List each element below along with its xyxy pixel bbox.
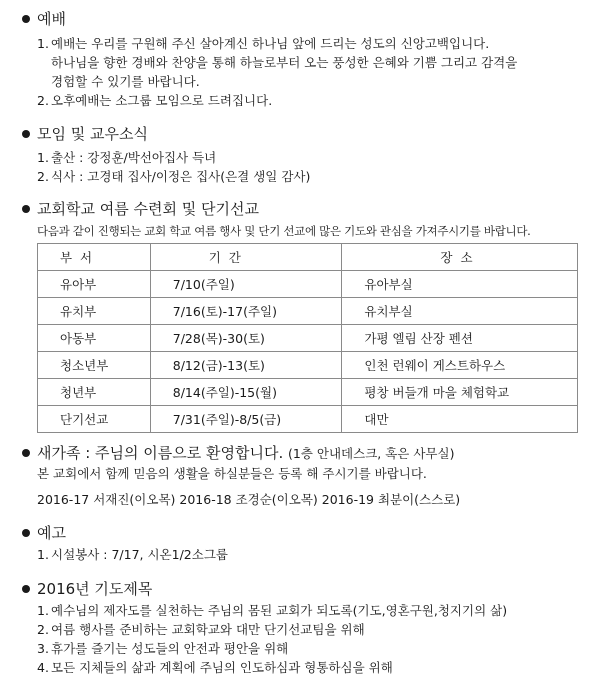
worship-heading-row [0, 8, 600, 30]
item-number: 1. [37, 603, 49, 618]
list-item [0, 545, 600, 564]
item-text: 예수님의 제자도를 실천하는 주님의 몸된 교회가 되도록(기도,영혼구원,청지기의 삶) [51, 603, 508, 618]
list-item-continued [0, 53, 600, 72]
item-number: 2. [37, 622, 49, 637]
list-item [0, 658, 600, 677]
cell-department: 청년부 [38, 379, 151, 406]
table-row [38, 271, 578, 298]
item-text: 휴가를 즐기는 성도들의 안전과 평안을 위해 [51, 641, 289, 656]
newcomers-section [0, 442, 600, 509]
column-header-department: 부 서 [38, 244, 151, 271]
list-item [0, 639, 600, 658]
newcomers-list [0, 490, 600, 509]
item-number: 2. [37, 93, 49, 108]
fellowship-section [0, 123, 600, 186]
item-text: 경험할 수 있기를 바랍니다. [51, 74, 200, 89]
item-text: 모든 지체들의 삶과 계획에 주님의 인도하심과 형통하심을 위해 [51, 660, 393, 675]
cell-period: 7/28(목)-30(토) [150, 325, 342, 352]
fellowship-heading: 모임 및 교우소식 [37, 125, 148, 143]
cell-period: 8/14(주일)-15(월) [150, 379, 342, 406]
cell-department: 아동부 [38, 325, 151, 352]
prayer-section [0, 578, 600, 677]
cell-location: 인천 런웨이 게스트하우스 [342, 352, 578, 379]
list-item-continued [0, 72, 600, 91]
cell-location: 평창 버들개 마을 체험학교 [342, 379, 578, 406]
cell-location: 가평 엘림 산장 펜션 [342, 325, 578, 352]
cell-department: 청소년부 [38, 352, 151, 379]
fellowship-heading-row [0, 123, 600, 145]
bullet-icon [22, 449, 30, 457]
item-text: 시설봉사 : 7/17, 시온1/2소그룹 [51, 547, 228, 562]
cell-period: 7/10(주일) [150, 271, 342, 298]
cell-department: 유치부 [38, 298, 151, 325]
list-item [0, 167, 600, 186]
cell-period: 7/31(주일)-8/5(금) [150, 406, 342, 433]
bullet-icon [22, 15, 30, 23]
newcomers-line [0, 464, 600, 483]
item-text: 출산 : 강정훈/박선아집사 득녀 [51, 150, 217, 165]
worship-section [0, 8, 600, 110]
notice-heading: 예고 [37, 524, 66, 542]
item-number: 1. [37, 36, 49, 51]
newcomers-heading-main: 새가족 : 주님의 이름으로 환영합니다. [37, 444, 284, 462]
newcomers-heading-row [0, 442, 600, 464]
list-item [0, 620, 600, 639]
list-item [0, 601, 600, 620]
notice-section [0, 522, 600, 564]
schedule-table [37, 243, 578, 433]
table-row [38, 406, 578, 433]
newcomers-heading [37, 442, 454, 465]
bullet-icon [22, 130, 30, 138]
item-number: 3. [37, 641, 49, 656]
item-number: 2. [37, 169, 49, 184]
list-item [0, 148, 600, 167]
table-row [38, 325, 578, 352]
item-number: 1. [37, 150, 49, 165]
item-text: 식사 : 고경태 집사/이정은 집사(은결 생일 감사) [51, 169, 311, 184]
newcomers-text: 본 교회에서 함께 믿음의 생활을 하실분들은 등록 해 주시기를 바랍니다. [37, 466, 427, 481]
item-number: 1. [37, 547, 49, 562]
cell-location: 유아부실 [342, 271, 578, 298]
retreat-heading-row [0, 198, 600, 220]
retreat-description: 다음과 같이 진행되는 교회 학교 여름 행사 및 단기 선교에 많은 기도와 관심을 가져주시기를 바랍니다. [37, 224, 531, 238]
list-item [0, 91, 600, 110]
cell-department: 단기선교 [38, 406, 151, 433]
item-text: 여름 행사를 준비하는 교회학교와 대만 단기선교팀을 위해 [51, 622, 365, 637]
prayer-heading: 2016년 기도제목 [37, 580, 153, 598]
cell-department: 유아부 [38, 271, 151, 298]
newcomers-names: 2016-17 서재진(이오목) 2016-18 조경순(이오목) 2016-19 최분이(스스로) [37, 492, 461, 507]
column-header-location: 장 소 [342, 244, 578, 271]
retreat-description-row [0, 222, 600, 241]
table-header-row [38, 244, 578, 271]
cell-period: 7/16(토)-17(주일) [150, 298, 342, 325]
cell-location: 유치부실 [342, 298, 578, 325]
prayer-heading-row [0, 578, 600, 600]
notice-heading-row [0, 522, 600, 544]
newcomers-heading-sub: (1층 안내데스크, 혹은 사무실) [288, 446, 455, 461]
item-number: 4. [37, 660, 49, 675]
retreat-heading: 교회학교 여름 수련회 및 단기선교 [37, 200, 259, 218]
column-header-period: 기 간 [150, 244, 342, 271]
item-text: 오후예배는 소그룹 모임으로 드려집니다. [51, 93, 273, 108]
bullet-icon [22, 585, 30, 593]
table-row [38, 352, 578, 379]
item-text: 예배는 우리를 구원해 주신 살아계신 하나님 앞에 드리는 성도의 신앙고백입니다. [51, 36, 490, 51]
list-item [0, 34, 600, 53]
retreat-section [0, 198, 600, 241]
table-row [38, 298, 578, 325]
cell-period: 8/12(금)-13(토) [150, 352, 342, 379]
bullet-icon [22, 529, 30, 537]
table-row [38, 379, 578, 406]
item-text: 하나님을 향한 경배와 찬양을 통해 하늘로부터 오는 풍성한 은혜와 기쁨 그리고 감격을 [51, 55, 518, 70]
worship-heading: 예배 [37, 10, 66, 28]
cell-location: 대만 [342, 406, 578, 433]
bullet-icon [22, 205, 30, 213]
